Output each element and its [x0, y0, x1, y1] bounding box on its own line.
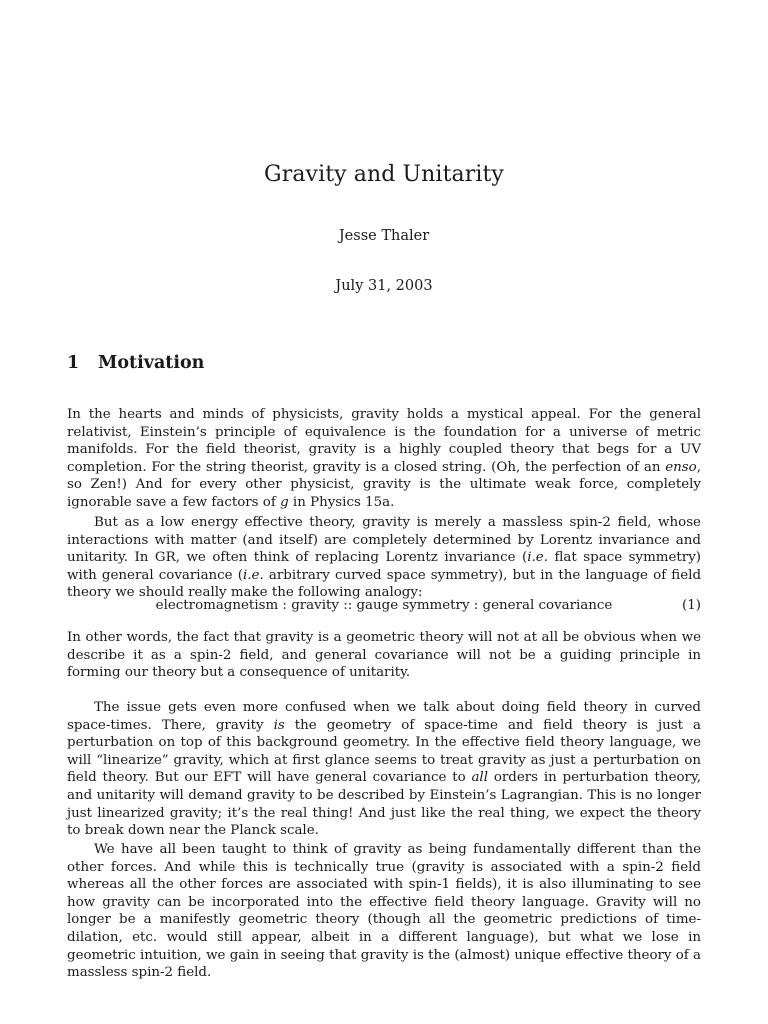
emphasis-text: is [273, 717, 285, 733]
paragraph-text: in Physics 15a. [288, 494, 395, 510]
emphasis-text: enso [665, 459, 697, 475]
paragraph-5 [67, 841, 701, 982]
paragraph-text: We have all been taught to think of gravity as being fundamentally different than the other forces. And while this is technically true (gravity is associated with a spin-2 field whereas all the other forces are associated with spin-1 fields), it is also illuminating to see how gravity can be incorporated into the effective field theory language. Gravity will no longer be a manifestly geometric theory (though all the geometric predictions of time-dilation, etc. would still appear, albeit in a different language), but what we lose in geometric intuition, we gain in seeing that gravity is the (almost) unique effective theory of a massless spin-2 field. [67, 842, 701, 981]
paragraph-text: the geometry of space-time and field theory is just a perturbation on top of this background geometry. In the effective field theory language, we will “linearize” gravity, which at first glance seems to treat gravity as just a perturbation on field theory. But our EFT will have general covariance to [67, 717, 701, 786]
emphasis-text: i.e. [527, 550, 548, 566]
emphasis-text: all [471, 770, 489, 786]
paragraph-text: The issue gets even more confused when we talk about doing field theory in curved space-times. There, gravity [67, 700, 701, 733]
paragraph-text: In other words, the fact that gravity is a geometric theory will not at all be obvious when we describe it as a spin-2 field, and general covariance will not be a guiding principle in forming our theory but a consequence of unitarity. [67, 630, 701, 681]
paragraph-3 [67, 629, 701, 682]
publication-date: July 31, 2003 [335, 278, 433, 294]
equation-number: (1) [682, 598, 701, 613]
paragraph-text: orders in perturbation theory, and unitarity will demand gravity to be described by Einstein’s Lagrangian. This is no longer just linearized gravity; it’s the real thing! And just like the real thing, we expect the theory to break down near the Planck scale. [67, 770, 701, 839]
section-heading [67, 353, 204, 373]
paragraph-text: arbitrary curved space symmetry), but in the language of field theory we should really make the following analogy: [67, 567, 702, 601]
equation-1 [67, 598, 701, 616]
equation-text: electromagnetism : gravity :: gauge symmetry : general covariance [155, 598, 613, 613]
paragraph-text: But as a low energy effective theory, gravity is merely a massless spin-2 field, whose interactions with matter (and itself) are completely determined by Lorentz invariance and unitarity. In GR, we often think of replacing Lorentz invariance ( [67, 515, 701, 566]
paragraph-text: flat space symmetry) with general covariance ( [67, 550, 701, 583]
section-number: 1 [67, 353, 80, 373]
paper-title: Gravity and Unitarity [264, 162, 504, 187]
paragraph-text: In the hearts and minds of physicists, gravity holds a mystical appeal. For the general relativist, Einstein’s principle of equivalence is the foundation for a universe of metric manifolds. For the field theorist, gravity is a highly coupled theory that begs for a UV completion. For the string theorist, gravity is a closed string. (Oh, the perfection of an [67, 407, 701, 475]
emphasis-text: i.e. [243, 567, 264, 583]
paragraph-2 [67, 514, 701, 602]
paragraph-4 [67, 699, 701, 840]
paragraph-1 [67, 406, 701, 512]
author-name: Jesse Thaler [338, 228, 430, 244]
math-symbol: g [280, 494, 289, 510]
paragraph-text: , so Zen!) And for every other physicist, gravity is the ultimate weak force, completely ignorable save a few factors of [67, 459, 701, 510]
section-title: Motivation [98, 353, 205, 373]
